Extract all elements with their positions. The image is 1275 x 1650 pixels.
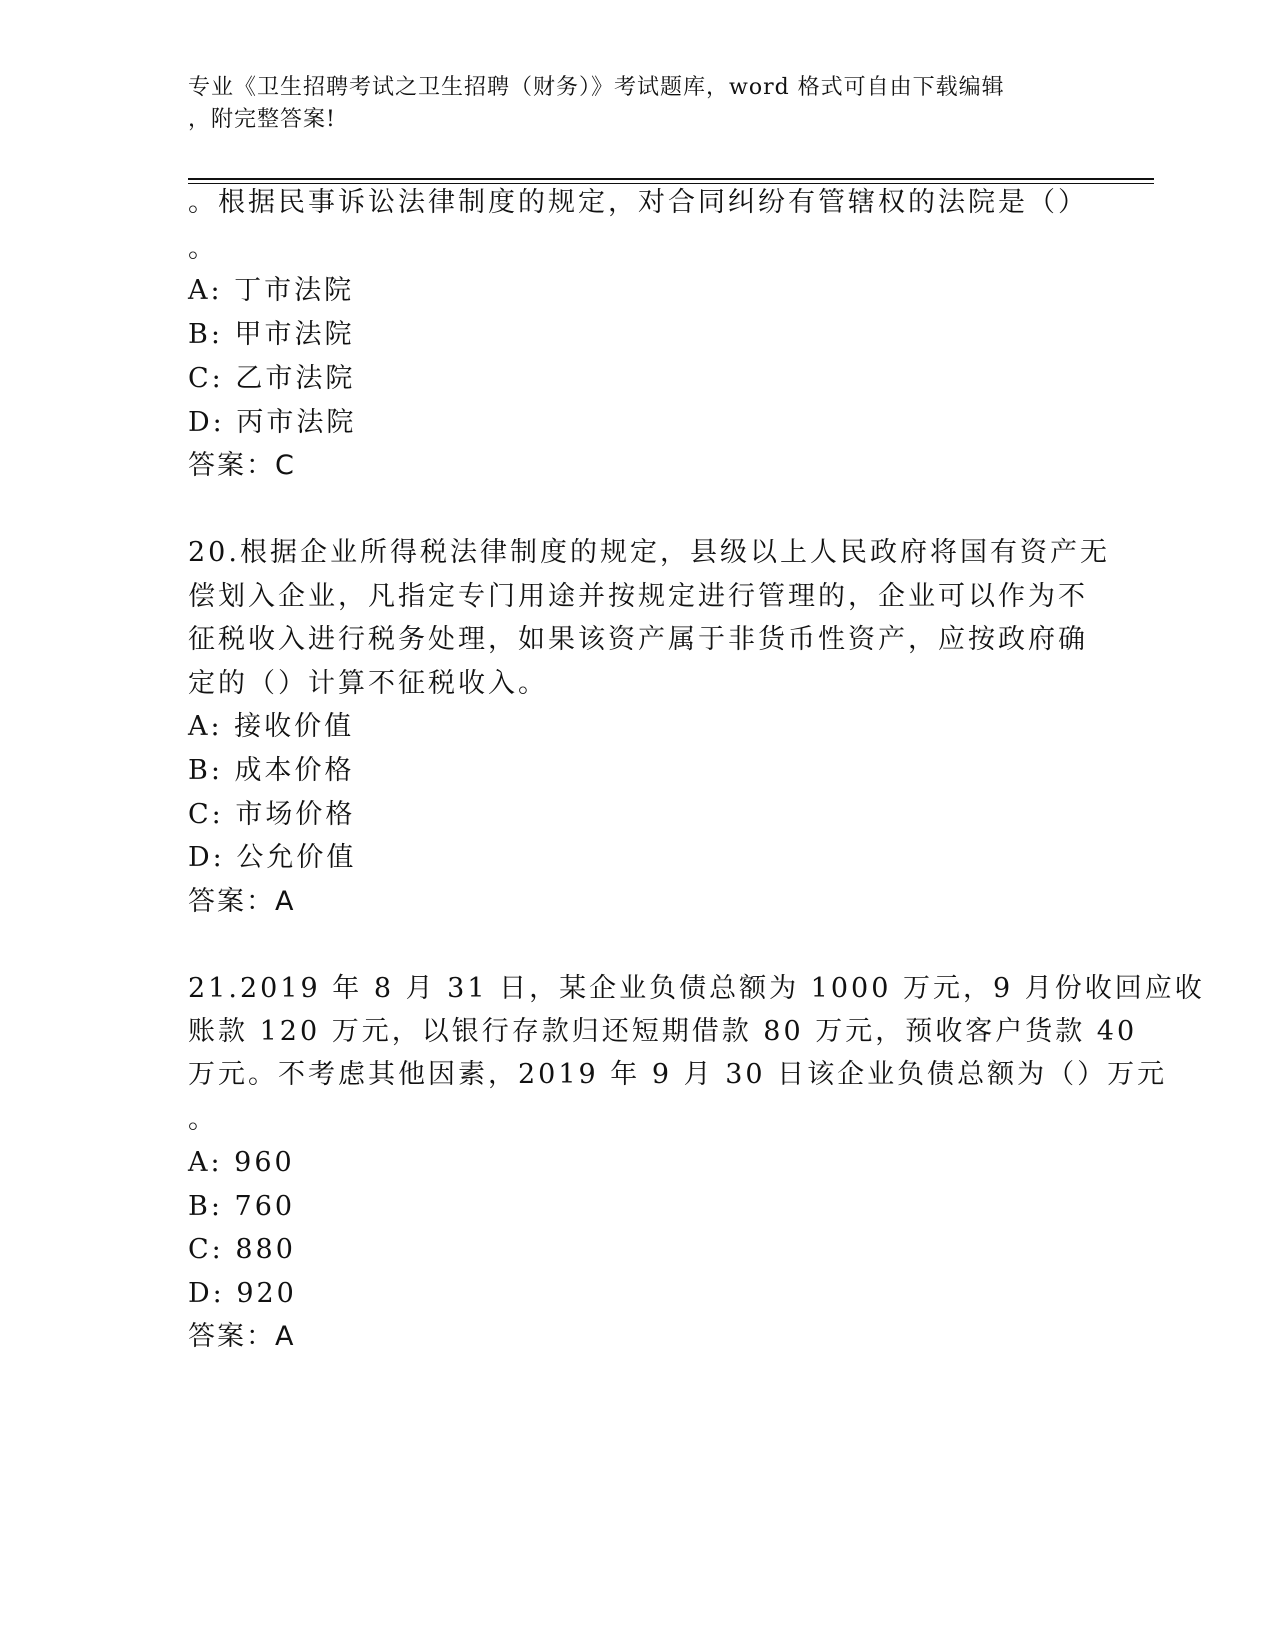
answer-label: 答案：C [188, 450, 296, 481]
option-c: C: 880 [188, 1234, 296, 1265]
answer-label: 答案：A [188, 1321, 296, 1352]
question-stem-line: 定的（）计算不征税收入。 [188, 668, 548, 699]
option-a: A: 接收价值 [188, 711, 355, 742]
option-c: C: 乙市法院 [188, 363, 356, 394]
option-c: C: 市场价格 [188, 799, 356, 830]
header-rule-thick [188, 178, 1154, 180]
option-a: A: 960 [188, 1147, 295, 1178]
question-stem-line: 账款 120 万元，以银行存款归还短期借款 80 万元，预收客户货款 40 [188, 1016, 1138, 1047]
header-line-1: 专业《卫生招聘考试之卫生招聘（财务）》考试题库，word 格式可自由下载编辑 [188, 75, 1005, 100]
option-d: D: 公允价值 [188, 842, 357, 873]
question-stem-line: 21.2019 年 8 月 31 日，某企业负债总额为 1000 万元，9 月份收回应收 [188, 973, 1205, 1004]
option-d: D: 920 [188, 1278, 297, 1309]
question-stem-line: 20.根据企业所得税法律制度的规定，县级以上人民政府将国有资产无 [188, 537, 1110, 568]
question-stem-line: 。 [188, 233, 218, 264]
header-rule-thin [188, 183, 1154, 184]
question-stem-line: 。根据民事诉讼法律制度的规定，对合同纠纷有管辖权的法院是（） [188, 187, 1088, 218]
question-stem-line: 。 [188, 1104, 218, 1135]
question-stem-line: 偿划入企业，凡指定专门用途并按规定进行管理的，企业可以作为不 [188, 581, 1088, 612]
document-header [188, 72, 1068, 136]
header-line-2: ，附完整答案! [188, 107, 336, 132]
option-b: B: 成本价格 [188, 755, 355, 786]
option-b: B: 760 [188, 1191, 296, 1222]
option-d: D: 丙市法院 [188, 407, 357, 438]
option-b: B: 甲市法院 [188, 319, 355, 350]
option-a: A: 丁市法院 [188, 275, 355, 306]
question-stem-line: 万元。不考虑其他因素，2019 年 9 月 30 日该企业负债总额为（）万元 [188, 1059, 1168, 1090]
question-stem-line: 征税收入进行税务处理，如果该资产属于非货币性资产，应按政府确 [188, 624, 1088, 655]
answer-label: 答案：A [188, 886, 296, 917]
